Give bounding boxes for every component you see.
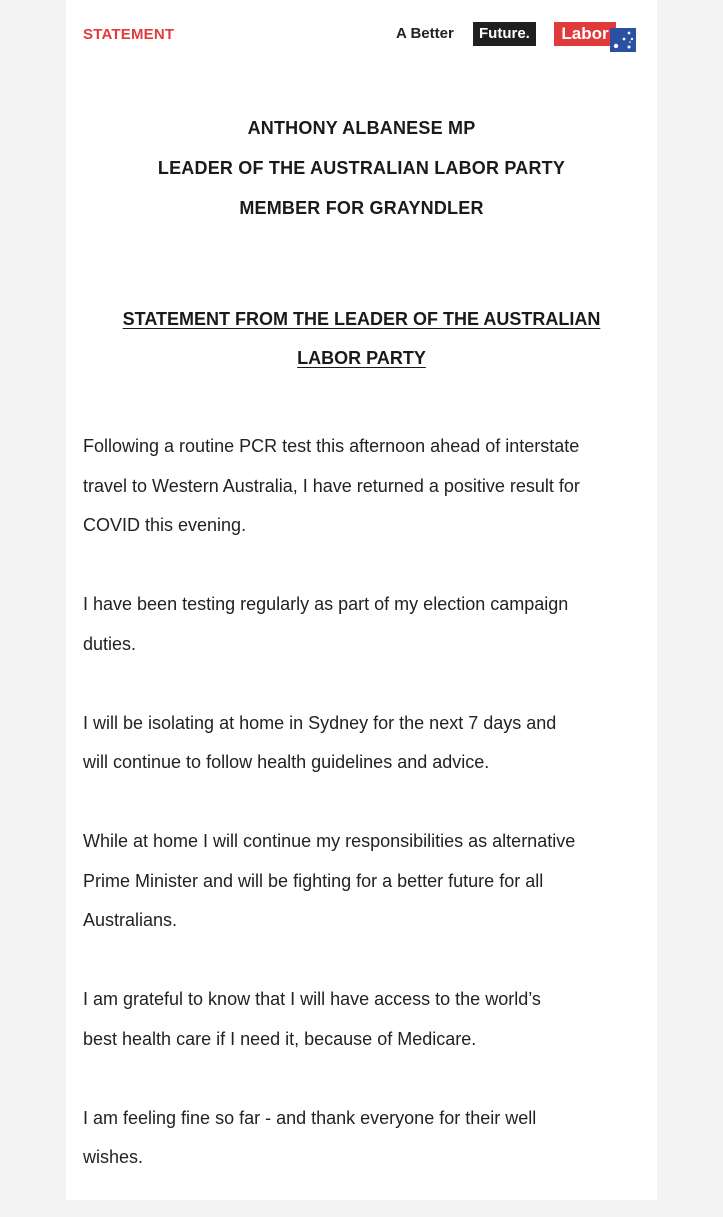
paragraph bbox=[83, 1099, 648, 1178]
paragraph bbox=[83, 822, 648, 941]
paragraph-line: While at home I will continue my responsibilities as alternative bbox=[83, 831, 576, 851]
paragraph bbox=[83, 980, 648, 1059]
statement-label: STATEMENT bbox=[83, 26, 175, 43]
paragraph-line: I have been testing regularly as part of my election campaign bbox=[83, 594, 569, 614]
paragraph bbox=[83, 585, 648, 664]
member-electorate: MEMBER FOR GRAYNDLER bbox=[239, 198, 484, 218]
paragraph-line: I am grateful to know that I will have access to the world’s bbox=[83, 989, 541, 1009]
statement-title bbox=[86, 300, 637, 378]
statement-page bbox=[66, 0, 657, 1200]
paragraph-line: best health care if I need it, because of Medicare. bbox=[83, 1028, 477, 1049]
statement-title-line: STATEMENT FROM THE LEADER OF THE AUSTRALIAN bbox=[122, 309, 601, 329]
paragraph-line: Prime Minister and will be fighting for a better future for all bbox=[83, 870, 544, 891]
paragraph-line: COVID this evening. bbox=[83, 515, 247, 535]
tagline-highlight: Future. bbox=[473, 22, 536, 46]
paragraph-line: I am feeling fine so far - and thank everyone for their well bbox=[83, 1107, 537, 1128]
labor-logo-text: Labor bbox=[554, 22, 616, 46]
member-role: LEADER OF THE AUSTRALIAN LABOR PARTY bbox=[157, 158, 566, 178]
australian-flag-icon bbox=[610, 28, 636, 52]
paragraph-line: I will be isolating at home in Sydney for the next 7 days and bbox=[83, 712, 557, 733]
paragraph-line: will continue to follow health guidelines and advice. bbox=[83, 752, 490, 772]
paragraph bbox=[83, 704, 648, 783]
paragraph-line: duties. bbox=[83, 633, 137, 654]
paragraph bbox=[83, 427, 648, 546]
labor-logo bbox=[554, 22, 640, 52]
paragraph-line: Following a routine PCR test this afternoon ahead of interstate bbox=[83, 436, 580, 456]
statement-body bbox=[83, 427, 648, 1217]
statement-title-line: LABOR PARTY bbox=[297, 348, 426, 368]
member-name: ANTHONY ALBANESE MP bbox=[247, 118, 476, 138]
member-header bbox=[66, 108, 657, 228]
paragraph-line: Australians. bbox=[83, 910, 178, 930]
tagline-prefix: A Better bbox=[396, 25, 454, 42]
paragraph-line: wishes. bbox=[83, 1147, 144, 1167]
paragraph-line: travel to Western Australia, I have returned a positive result for bbox=[83, 475, 580, 496]
